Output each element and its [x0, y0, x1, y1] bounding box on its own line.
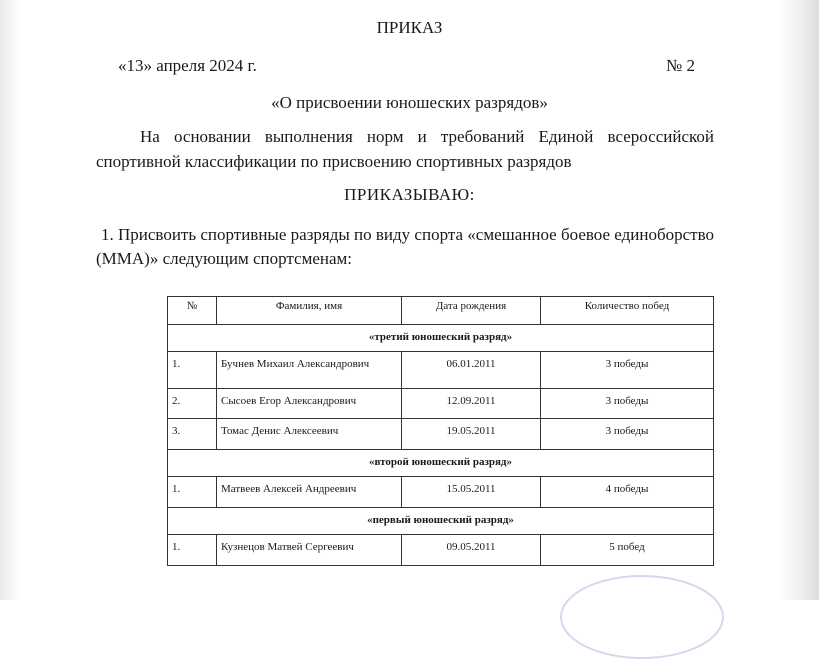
header-num: №	[168, 297, 217, 325]
order-word: ПРИКАЗЫВАЮ:	[344, 185, 475, 204]
page-left-shadow	[0, 0, 20, 600]
table-row	[168, 389, 714, 419]
stamp-seal	[560, 575, 724, 659]
row-wins: 5 побед	[541, 535, 714, 566]
document-number: № 2	[666, 56, 695, 75]
row-birth: 06.01.2011	[402, 352, 541, 389]
row-wins: 3 победы	[541, 352, 714, 389]
row-wins: 4 победы	[541, 477, 714, 508]
group-row-first	[168, 508, 714, 535]
group-row-second	[168, 450, 714, 477]
table-row	[168, 352, 714, 389]
group-title: «первый юношеский разряд»	[168, 508, 714, 535]
athletes-table	[167, 296, 714, 566]
header-name: Фамилия, имя	[217, 297, 402, 325]
row-birth: 09.05.2011	[402, 535, 541, 566]
basis-paragraph: На основании выполнения норм и требований Единой всероссийской спортивной классификации по присвоению спортивных разрядов	[96, 127, 714, 171]
row-birth: 15.05.2011	[402, 477, 541, 508]
table-header-row	[168, 297, 714, 325]
table-row	[168, 419, 714, 450]
document-title: ПРИКАЗ	[376, 18, 443, 37]
row-name: Бучнев Михаил Александрович	[217, 352, 402, 389]
table-row	[168, 535, 714, 566]
table-row	[168, 477, 714, 508]
row-name: Томас Денис Алексеевич	[217, 419, 402, 450]
document-date: «13» апреля 2024 г.	[118, 56, 257, 75]
page-right-shadow	[779, 0, 819, 600]
row-num: 1.	[168, 477, 217, 508]
group-title: «второй юношеский разряд»	[168, 450, 714, 477]
order-item-1: 1. Присвоить спортивные разряды по виду спорта «смешанное боевое единоборство (ММА)» следующим спортсменам:	[96, 225, 714, 268]
row-name: Матвеев Алексей Андреевич	[217, 477, 402, 508]
row-num: 3.	[168, 419, 217, 450]
header-wins: Количество побед	[541, 297, 714, 325]
row-name: Сысоев Егор Александрович	[217, 389, 402, 419]
row-wins: 3 победы	[541, 419, 714, 450]
row-birth: 19.05.2011	[402, 419, 541, 450]
row-num: 2.	[168, 389, 217, 419]
row-wins: 3 победы	[541, 389, 714, 419]
group-title: «третий юношеский разряд»	[168, 325, 714, 352]
row-num: 1.	[168, 352, 217, 389]
document-subject: «О присвоении юношеских разрядов»	[271, 93, 548, 112]
row-birth: 12.09.2011	[402, 389, 541, 419]
row-name: Кузнецов Матвей Сергеевич	[217, 535, 402, 566]
group-row-third	[168, 325, 714, 352]
row-num: 1.	[168, 535, 217, 566]
header-birth: Дата рождения	[402, 297, 541, 325]
